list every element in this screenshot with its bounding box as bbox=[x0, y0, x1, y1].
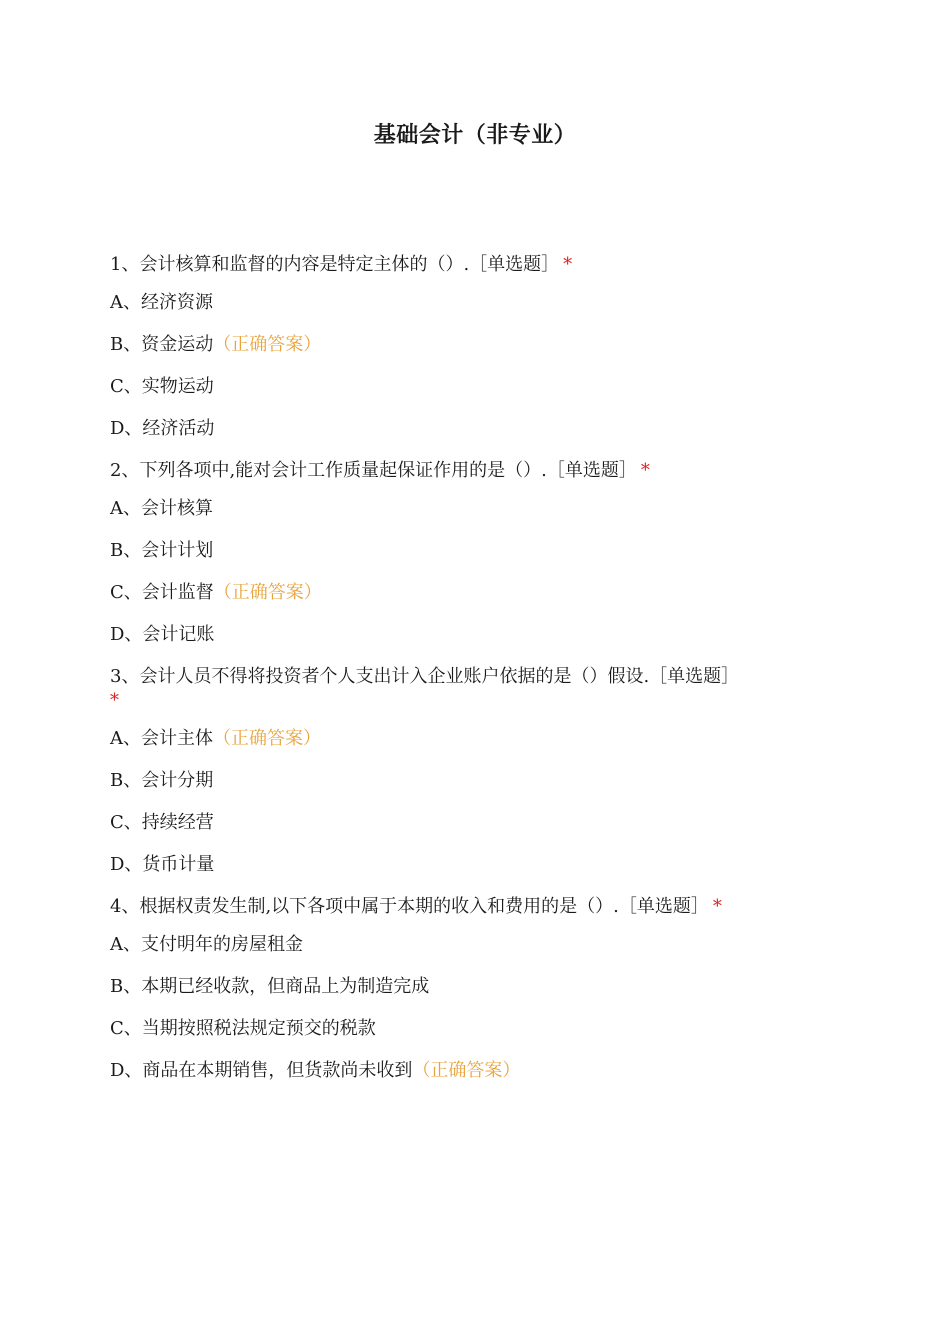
required-star: * bbox=[563, 254, 573, 275]
question-stem bbox=[110, 253, 830, 277]
correct-answer-tag: （正确答案） bbox=[213, 728, 321, 749]
question-stem-text: 3、会计人员不得将投资者个人支出计入企业账户依据的是（）假设.［单选题］ bbox=[110, 666, 740, 687]
page-title: 基础会计（非专业） bbox=[373, 123, 577, 148]
option-b[interactable] bbox=[110, 539, 830, 563]
required-star: * bbox=[640, 460, 650, 481]
option-text: D、货币计量 bbox=[110, 854, 215, 875]
question-2 bbox=[110, 459, 830, 647]
option-text: A、会计核算 bbox=[110, 498, 213, 519]
option-b[interactable] bbox=[110, 975, 830, 999]
option-a[interactable] bbox=[110, 933, 830, 957]
correct-answer-tag: （正确答案） bbox=[412, 1060, 521, 1081]
required-star: * bbox=[110, 690, 119, 711]
question-1 bbox=[110, 253, 830, 441]
option-a[interactable] bbox=[110, 727, 830, 751]
option-d[interactable] bbox=[110, 417, 830, 441]
option-text: D、经济活动 bbox=[110, 418, 215, 439]
option-b[interactable] bbox=[110, 333, 830, 357]
option-text: B、会计分期 bbox=[110, 770, 214, 791]
option-text: B、本期已经收款，但商品上为制造完成 bbox=[110, 976, 430, 997]
option-text: B、资金运动 bbox=[110, 334, 214, 355]
option-d[interactable] bbox=[110, 853, 830, 877]
question-3 bbox=[110, 665, 830, 877]
correct-answer-tag: （正确答案） bbox=[213, 334, 322, 355]
option-d[interactable] bbox=[110, 623, 830, 647]
option-text: C、实物运动 bbox=[110, 376, 214, 397]
option-text: C、当期按照税法规定预交的税款 bbox=[110, 1018, 376, 1039]
option-text: C、会计监督 bbox=[110, 582, 214, 603]
correct-answer-tag: （正确答案） bbox=[213, 582, 322, 603]
question-stem bbox=[110, 459, 830, 483]
question-stem-text: 4、根据权责发生制,以下各项中属于本期的收入和费用的是（）.［单选题］ bbox=[110, 896, 709, 917]
option-text: D、商品在本期销售，但货款尚未收到 bbox=[110, 1060, 413, 1081]
option-a[interactable] bbox=[110, 291, 830, 315]
option-text: B、会计计划 bbox=[110, 540, 214, 561]
question-4 bbox=[110, 895, 830, 1083]
option-text: A、经济资源 bbox=[110, 292, 213, 313]
option-c[interactable] bbox=[110, 811, 830, 835]
question-stem-text: 2、下列各项中,能对会计工作质量起保证作用的是（）.［单选题］ bbox=[110, 460, 637, 481]
option-a[interactable] bbox=[110, 497, 830, 521]
required-star: * bbox=[712, 896, 722, 917]
question-stem bbox=[110, 895, 830, 919]
option-text: A、支付明年的房屋租金 bbox=[110, 934, 303, 955]
option-text: A、会计主体 bbox=[110, 728, 213, 749]
option-text: C、持续经营 bbox=[110, 812, 214, 833]
option-b[interactable] bbox=[110, 769, 830, 793]
option-d[interactable] bbox=[110, 1059, 830, 1083]
option-c[interactable] bbox=[110, 375, 830, 399]
question-stem bbox=[110, 665, 830, 713]
option-c[interactable] bbox=[110, 581, 830, 605]
option-text: D、会计记账 bbox=[110, 624, 215, 645]
option-c[interactable] bbox=[110, 1017, 830, 1041]
question-stem-text: 1、会计核算和监督的内容是特定主体的（）.［单选题］ bbox=[110, 254, 560, 275]
question-list bbox=[110, 253, 830, 1101]
